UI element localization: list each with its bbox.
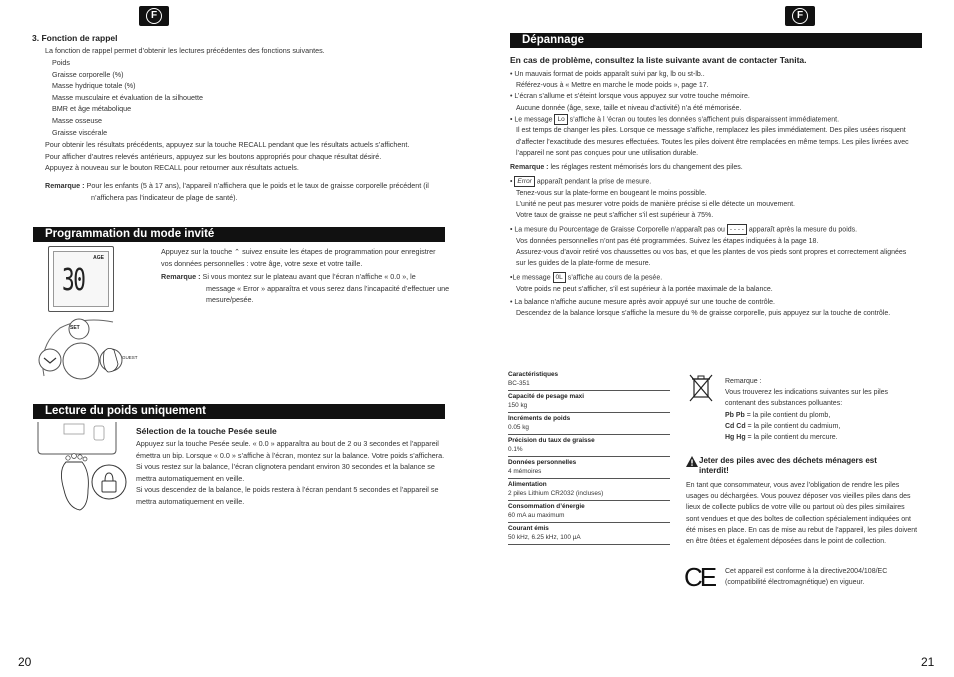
specifications-table [508, 369, 670, 545]
language-badge-right: F [785, 6, 815, 26]
disposal-text: En tant que consommateur, vous avez l’obligation de rendre les piles usages ou déchargées. Vous pouvez déposer vos vieilles piles dans des lieux de collecte publics de votre ville ou partout où des piles similaires sont vendues et que des boîtes de collection spécialement indiquées ont été mises en place. En cas de mise au rebut de l’appareil, les piles doivent en être ôtées et également déposées dans le point de collection. [686, 482, 918, 546]
error-icon: Error [514, 176, 534, 187]
ce-compliance-text: Cet appareil est conforme à la directive2004/108/EC (compatibilité électromagnétique) en vigueur. [725, 568, 888, 586]
list-item: Masse osseuse [52, 115, 102, 125]
scale-buttons-illustration [38, 316, 148, 382]
recall-instructions: Pour obtenir les résultats précédents, appuyez sur la touche RECALL pendant que les résultats actuels s’affichent. Pour afficher d’autres relevés antérieurs, appuyez sur les boutons appropriés pour chaque résultat désiré. Appuyez à nouveau sur le bouton RECALL pour retourner aux résultats actuels. [45, 140, 410, 173]
recall-items [52, 57, 203, 138]
table-row: Données personnelles 4 mémoires [508, 457, 670, 479]
lcd-display: AGE 30 [48, 246, 114, 312]
page-number-left: 20 [18, 655, 32, 669]
recall-intro: La fonction de rappel permet d’obtenir les lectures précédentes des fonctions suivantes. [45, 46, 325, 55]
disposal-heading: Jeter des piles avec des déchets ménagers est interdit! [699, 456, 877, 475]
scale-foot-illustration [36, 420, 134, 516]
list-item: Masse musculaire et évaluation de la silhouette [52, 92, 204, 102]
recall-remark: Remarque : Pour les enfants (5 à 17 ans), l’appareil n’affichera que le poids et le taux de graisse corporelle précédent (il n’affichera pas l’indicateur de plage de santé). [45, 181, 429, 202]
table-row: Incréments de poids 0.05 kg [508, 413, 670, 435]
table-row: Consommation d’énergie 60 mA au maximum [508, 501, 670, 523]
troubleshooting-subheading: En cas de problème, consultez la liste suivante avant de contacter Tanita. [510, 55, 807, 65]
list-item: Poids [52, 58, 70, 67]
battery-remark: Remarque : Vous trouverez les indications suivantes sur les piles contenant des substances polluantes: Pb Pb = la pile contient du plomb, Cd Cd = la pile contient du cadmium, Hg Hg = la pile contient du mercure. [725, 378, 889, 442]
table-row: Précision du taux de graisse 0.1% [508, 435, 670, 457]
troubleshooting-list: • Un mauvais format de poids apparaît suivi par kg, lb ou st-lb.. Référez-vous à « Mettre en marche le mode poids », page 17. • L’écran s’allume et s’éteint lorsque vous appuyez sur votre touche mémoire. Aucune donnée (âge, sexe, taille et niveau d’activité) n’a été mémorisée. • Le message Lo s’affiche à l ’écran ou toutes les données s’affichent puis disparaissent immédiatement. Il est temps de changer les piles. Lorsque ce message s’affiche, remplacez les piles immédiatement. Des piles usées risquent d’affecter l’exactitude des mesures effectuées. Toutes les piles doivent être remplacées en même temps. Les piles livrées avec l’appareil ne sont pas conçues pour une utilisation durable. Remarque : les réglages restent mémorisés lors du changement des piles. • Error apparaît pendant la prise de mesure. Tenez-vous sur la plate-forme en bougeant le moins possible. L’unité ne peut pas mesurer votre poids de manière précise si elle détecte un mouvement. Votre taux de graisse ne peut s’afficher s’il est supérieur à 75%. • La mesure du Pourcentage de Graisse Corporelle n’apparaît pas ou - - - - apparaît après la mesure du poids. Vos données personnelles n’ont pas été programmées. Suivez les étapes indiquées à la page 18. Assurez-vous d’avoir retiré vos chaussettes ou vos bas, et que les plantes de vos pieds sont propres et correctement alignées sur les guides de la plate-forme de mesure. •Le message 0L s’affiche au cours de la pesée. Votre poids ne peut s’afficher, s’il est supérieur à la portée maximale de la balance. • La balance n’affiche aucune mesure après avoir appuyé sur une touche de contrôle. Descendez de la balance lorsque s’affiche la mesure du % de graisse corporelle, puis appuyez sur la touche de contrôle. [510, 71, 909, 318]
list-item: Graisse viscérale [52, 127, 108, 137]
table-row: Courant émis 50 kHz, 6.25 kHz, 100 µA [508, 523, 670, 545]
language-badge-left: F [139, 6, 169, 26]
set-button-label: SET [70, 325, 80, 331]
weight-instructions: Appuyez sur la touche Pesée seule. « 0.0 » apparaîtra au bout de 2 ou 3 secondes et l’appareil émettra un bip. Lorsque « 0.0 » s’affiche à l’écran, montez sur la balance. Votre poids s’affichera. Si vous restez sur la balance, l’écran clignotera pendant environ 30 secondes et la balance se mettra automatiquement en veille. Si vous descendez de la balance, le poids restera à l’écran pendant 5 secondes et l’appareil se mettra automatiquement en veille. [136, 439, 445, 506]
lo-battery-icon: Lo [554, 114, 567, 125]
list-item: Graisse corporelle (%) [52, 69, 124, 79]
dashes-icon: - - - - [727, 224, 747, 235]
warning-icon [686, 456, 698, 467]
recall-heading: 3. Fonction de rappel [32, 33, 118, 43]
guest-section-title: Programmation du mode invité [33, 227, 445, 242]
page-number-right: 21 [921, 655, 935, 669]
guest-button-label: GUEST [122, 355, 138, 360]
guest-instructions: Appuyez sur la touche ⌃ suivez ensuite les étapes de programmation pour enregistrer vos données personnelles : votre âge, votre sexe et votre taille. Remarque : Si vous montez sur le plateau avant que l’écran n’affiche « 0.0 », le message « Error » apparaîtra et vous serez dans l’incapacité d’effectuer une mesure/pesée. [161, 247, 450, 305]
table-row: Alimentation 2 piles Lithium CR2032 (incluses) [508, 479, 670, 501]
troubleshooting-title: Dépannage [510, 33, 922, 48]
crossed-bin-icon [688, 373, 714, 403]
overload-icon: 0L [553, 272, 566, 283]
guest-key-icon: ⌃ [234, 247, 241, 256]
table-row: Caractéristiques BC-351 [508, 369, 670, 391]
weight-section-title: Lecture du poids uniquement [33, 404, 445, 419]
weight-subheading: Sélection de la touche Pesée seule [136, 426, 277, 436]
list-item: Masse hydrique totale (%) [52, 81, 136, 91]
table-row: Capacité de pesage maxi 150 kg [508, 391, 670, 413]
ce-mark-icon: CE [684, 562, 715, 592]
list-item: BMR et âge métabolique [52, 104, 132, 114]
